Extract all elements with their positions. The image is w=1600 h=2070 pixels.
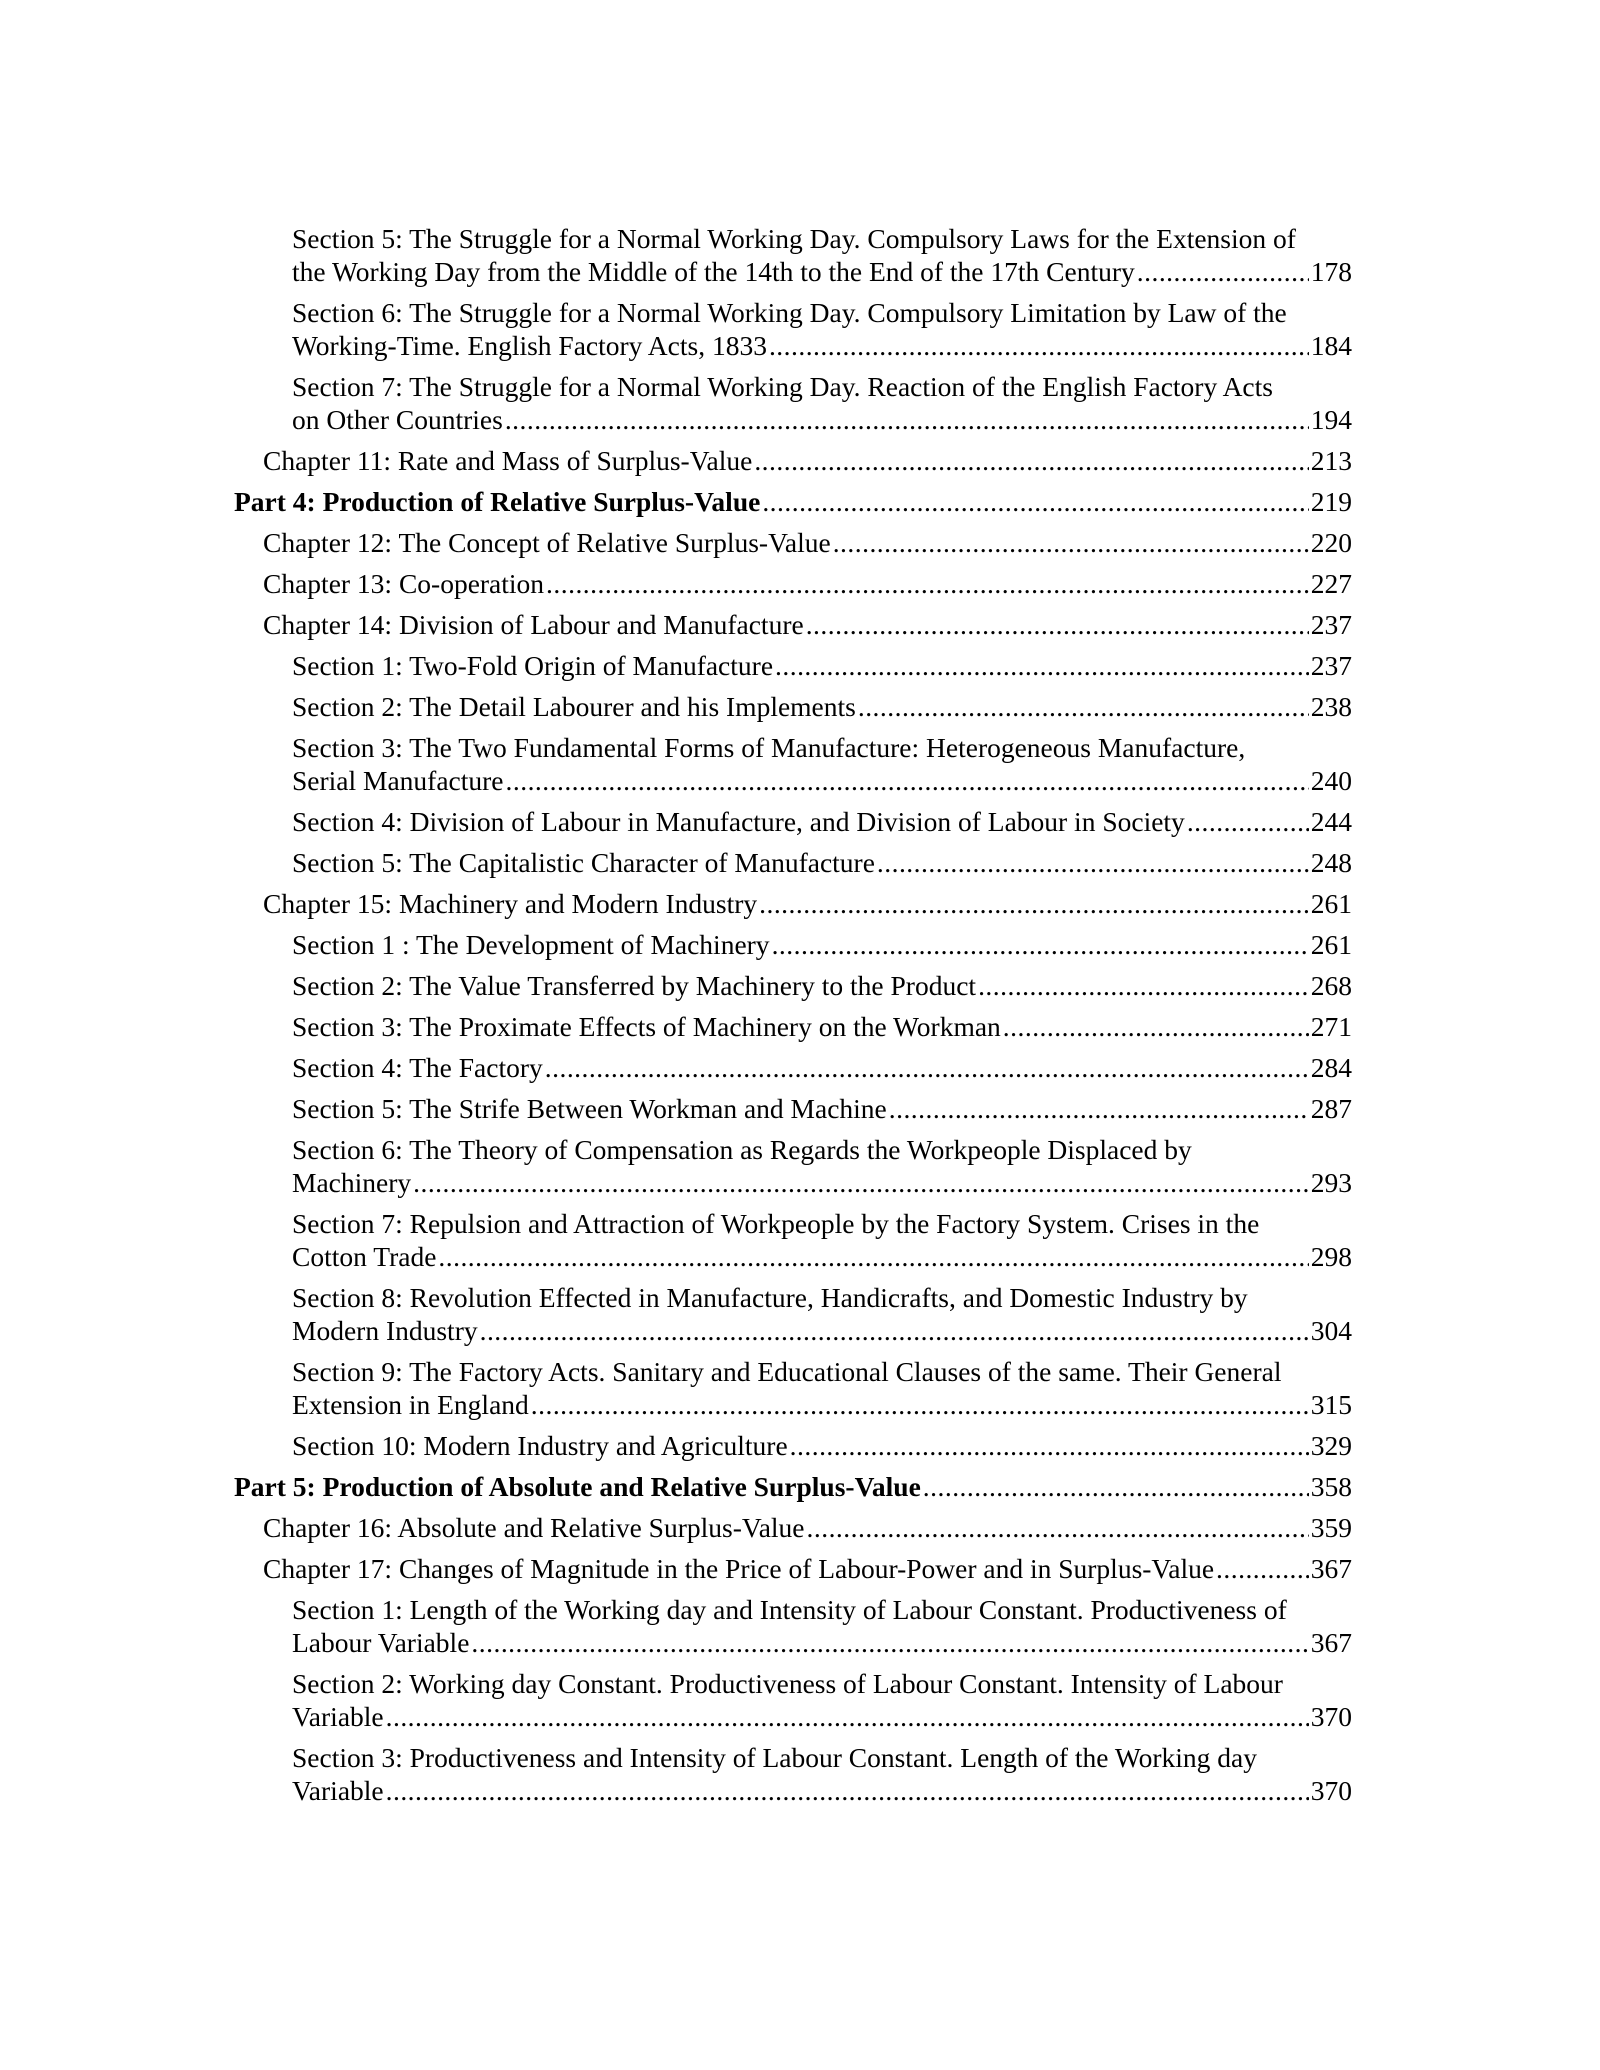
toc-entry-title: Section 1: Two-Fold Origin of Manufacture: [292, 650, 774, 681]
toc-entry-title: Part 4: Production of Relative Surplus-Value: [234, 486, 761, 517]
page-number: 248: [1310, 847, 1352, 878]
toc-entry-chapter[interactable]: [234, 526, 1352, 559]
toc-entry-title: Section 3: The Proximate Effects of Machinery on the Workman: [292, 1011, 1001, 1042]
toc-entry-title: Chapter 15: Machinery and Modern Industry: [263, 888, 758, 919]
toc-entry-line: [292, 1700, 1352, 1733]
toc-entry-section[interactable]: [234, 1667, 1352, 1733]
toc-entry-section[interactable]: [234, 805, 1352, 838]
toc-entry-line: [292, 928, 1352, 961]
page-number: 261: [1310, 929, 1352, 960]
toc-entry-line: [292, 1429, 1352, 1462]
toc-entry-title: Variable: [292, 1701, 384, 1732]
toc-entry-title: Labour Variable: [292, 1627, 470, 1658]
toc-entry-title: Working-Time. English Factory Acts, 1833: [292, 330, 767, 361]
page-number: 367: [1310, 1627, 1352, 1658]
dot-leader: [772, 928, 1309, 961]
toc-entry-title-line: Section 5: The Struggle for a Normal Working Day. Compulsory Laws for the Extension of: [292, 223, 1296, 254]
toc-entry-title-line: Section 8: Revolution Effected in Manufacture, Handicrafts, and Domestic Industry by: [292, 1282, 1248, 1313]
toc-entry-section[interactable]: [234, 731, 1352, 797]
toc-entry-part[interactable]: [234, 1470, 1352, 1503]
page-number: 268: [1310, 970, 1352, 1001]
page-number: 298: [1310, 1241, 1352, 1272]
dot-leader: [762, 485, 1308, 518]
page-number: 178: [1310, 256, 1352, 287]
toc-entry-section[interactable]: [234, 370, 1352, 436]
dot-leader: [386, 1700, 1309, 1733]
toc-entry-title: Section 10: Modern Industry and Agriculture: [292, 1430, 788, 1461]
toc-entry-title: Section 5: The Strife Between Workman and Machine: [292, 1093, 887, 1124]
toc-entry-section[interactable]: [234, 1207, 1352, 1273]
toc-entry-title-line: Section 1: Length of the Working day and Intensity of Labour Constant. Productiveness of: [292, 1594, 1287, 1625]
toc-entry-title: Section 2: The Value Transferred by Machinery to the Product: [292, 970, 977, 1001]
toc-entry-section[interactable]: [234, 1355, 1352, 1421]
page-number: 304: [1310, 1315, 1352, 1346]
toc-entry-line: [292, 1388, 1352, 1421]
page-number: 271: [1310, 1011, 1352, 1042]
toc-entry-title: Modern Industry: [292, 1315, 478, 1346]
toc-entry-line: [292, 846, 1352, 879]
toc-entry-section[interactable]: [234, 928, 1352, 961]
dot-leader: [531, 1388, 1309, 1421]
page-number: 293: [1310, 1167, 1352, 1198]
toc-entry-title: Chapter 13: Co-operation: [263, 568, 545, 599]
dot-leader: [545, 1051, 1309, 1084]
toc-entry-title-line: Section 3: Productiveness and Intensity of Labour Constant. Length of the Working day: [292, 1742, 1257, 1773]
dot-leader: [833, 526, 1309, 559]
toc-entry-line: [263, 567, 1352, 600]
page-number: 370: [1310, 1775, 1352, 1806]
toc-entry-section[interactable]: [234, 846, 1352, 879]
page-number: 194: [1310, 404, 1352, 435]
page-number: 370: [1310, 1701, 1352, 1732]
toc-entry-title: Machinery: [292, 1167, 412, 1198]
toc-entry-line: [292, 1010, 1352, 1043]
toc-entry-chapter[interactable]: [234, 444, 1352, 477]
toc-entry-chapter[interactable]: [234, 567, 1352, 600]
toc-entry-line: [292, 1626, 1352, 1659]
page-number: 367: [1310, 1553, 1352, 1584]
page-number: 329: [1310, 1430, 1352, 1461]
toc-entry-section[interactable]: [234, 1593, 1352, 1659]
dot-leader: [1137, 255, 1309, 288]
toc-entry-title: Chapter 11: Rate and Mass of Surplus-Value: [263, 445, 753, 476]
toc-entry-section[interactable]: [234, 1741, 1352, 1807]
toc-entry-title: Section 4: Division of Labour in Manufacture, and Division of Labour in Society: [292, 806, 1185, 837]
toc-entry-section[interactable]: [234, 969, 1352, 1002]
dot-leader: [505, 403, 1309, 436]
toc-entry-section[interactable]: [234, 222, 1352, 288]
toc-entry-chapter[interactable]: [234, 1552, 1352, 1585]
dot-leader: [889, 1092, 1309, 1125]
toc-entry-line: [263, 608, 1352, 641]
toc-entry-line: [292, 805, 1352, 838]
toc-entry-line: [234, 485, 1352, 518]
dot-leader: [769, 329, 1309, 362]
toc-entry-line: [263, 1552, 1352, 1585]
toc-entry-title: Cotton Trade: [292, 1241, 437, 1272]
toc-entry-section[interactable]: [234, 1092, 1352, 1125]
toc-entry-line: [263, 887, 1352, 920]
page-number: 238: [1310, 691, 1352, 722]
toc-entry-part[interactable]: [234, 485, 1352, 518]
page-number: 358: [1310, 1471, 1352, 1502]
toc-entry-line: [292, 403, 1352, 436]
toc-entry-section[interactable]: [234, 1281, 1352, 1347]
toc-entry-title-line: Section 6: The Theory of Compensation as Regards the Workpeople Displaced by: [292, 1134, 1192, 1165]
dot-leader: [806, 608, 1309, 641]
toc-entry-line: [292, 1166, 1352, 1199]
toc-entry-title-line: Section 2: Working day Constant. Productiveness of Labour Constant. Intensity of Labour: [292, 1668, 1283, 1699]
page-number: 227: [1310, 568, 1352, 599]
dot-leader: [506, 764, 1309, 797]
toc-entry-line: [292, 1092, 1352, 1125]
toc-entry-title-line: Section 7: The Struggle for a Normal Working Day. Reaction of the English Factory Acts: [292, 371, 1273, 402]
dot-leader: [790, 1429, 1309, 1462]
page-number: 240: [1310, 765, 1352, 796]
dot-leader: [858, 690, 1309, 723]
dot-leader: [413, 1166, 1309, 1199]
toc-entry-title: Section 1 : The Development of Machinery: [292, 929, 770, 960]
toc-entry-line: [292, 969, 1352, 1002]
toc-entry-title: the Working Day from the Middle of the 14th to the End of the 17th Century: [292, 256, 1135, 287]
toc-entry-title: Extension in England: [292, 1389, 529, 1420]
toc-entry-section[interactable]: [234, 649, 1352, 682]
dot-leader: [386, 1774, 1309, 1807]
dot-leader: [775, 649, 1309, 682]
toc-entry-title-line: Section 9: The Factory Acts. Sanitary and Educational Clauses of the same. Their General: [292, 1356, 1282, 1387]
toc-entry-line: [234, 1470, 1352, 1503]
dot-leader: [1216, 1552, 1309, 1585]
page-number: 284: [1310, 1052, 1352, 1083]
dot-leader: [480, 1314, 1309, 1347]
page-number: 237: [1310, 650, 1352, 681]
toc-entry-title-line: Section 7: Repulsion and Attraction of Workpeople by the Factory System. Crises in the: [292, 1208, 1260, 1239]
page-number: 315: [1310, 1389, 1352, 1420]
page-number: 261: [1310, 888, 1352, 919]
toc-entry-chapter[interactable]: [234, 1511, 1352, 1544]
page-number: 359: [1310, 1512, 1352, 1543]
toc-entry-section[interactable]: [234, 1010, 1352, 1043]
toc-entry-section[interactable]: [234, 1133, 1352, 1199]
page-number: 219: [1310, 486, 1352, 517]
toc-entry-title: Chapter 16: Absolute and Relative Surplus-Value: [263, 1512, 805, 1543]
dot-leader: [978, 969, 1309, 1002]
toc-entry-line: [292, 329, 1352, 362]
toc-entry-line: [263, 526, 1352, 559]
toc-entry-title: Section 4: The Factory: [292, 1052, 543, 1083]
toc-entry-line: [292, 255, 1352, 288]
toc-entry-title: Chapter 14: Division of Labour and Manufacture: [263, 609, 804, 640]
toc-entry-section[interactable]: [234, 1429, 1352, 1462]
toc-entry-line: [263, 1511, 1352, 1544]
toc-entry-title-line: Section 6: The Struggle for a Normal Working Day. Compulsory Limitation by Law of the: [292, 297, 1287, 328]
toc-entry-line: [292, 649, 1352, 682]
toc-entry-line: [292, 1314, 1352, 1347]
dot-leader: [923, 1470, 1309, 1503]
dot-leader: [807, 1511, 1309, 1544]
toc-entry-title-line: Section 3: The Two Fundamental Forms of Manufacture: Heterogeneous Manufacture,: [292, 732, 1246, 763]
dot-leader: [754, 444, 1308, 477]
table-of-contents: [234, 222, 1352, 1815]
page-number: 220: [1310, 527, 1352, 558]
toc-entry-chapter[interactable]: [234, 887, 1352, 920]
toc-entry-section[interactable]: [234, 690, 1352, 723]
toc-entry-section[interactable]: [234, 1051, 1352, 1084]
page-number: 184: [1310, 330, 1352, 361]
dot-leader: [438, 1240, 1308, 1273]
toc-entry-title: Serial Manufacture: [292, 765, 504, 796]
page-number: 287: [1310, 1093, 1352, 1124]
page-number: 213: [1310, 445, 1352, 476]
toc-entry-title: Part 5: Production of Absolute and Relative Surplus-Value: [234, 1471, 921, 1502]
toc-entry-title: Chapter 12: The Concept of Relative Surplus-Value: [263, 527, 831, 558]
toc-entry-line: [292, 764, 1352, 797]
toc-entry-line: [292, 1240, 1352, 1273]
dot-leader: [1003, 1010, 1309, 1043]
toc-entry-line: [292, 1051, 1352, 1084]
toc-entry-line: [263, 444, 1352, 477]
toc-entry-chapter[interactable]: [234, 608, 1352, 641]
toc-entry-title: Variable: [292, 1775, 384, 1806]
dot-leader: [877, 846, 1309, 879]
page-number: 244: [1310, 806, 1352, 837]
toc-entry-title: on Other Countries: [292, 404, 503, 435]
dot-leader: [759, 887, 1309, 920]
toc-entry-line: [292, 690, 1352, 723]
toc-entry-title: Section 2: The Detail Labourer and his Implements: [292, 691, 856, 722]
toc-entry-section[interactable]: [234, 296, 1352, 362]
dot-leader: [471, 1626, 1308, 1659]
toc-entry-line: [292, 1774, 1352, 1807]
dot-leader: [546, 567, 1309, 600]
page-number: 237: [1310, 609, 1352, 640]
toc-entry-title: Section 5: The Capitalistic Character of Manufacture: [292, 847, 875, 878]
toc-entry-title: Chapter 17: Changes of Magnitude in the Price of Labour-Power and in Surplus-Value: [263, 1553, 1215, 1584]
dot-leader: [1187, 805, 1309, 838]
